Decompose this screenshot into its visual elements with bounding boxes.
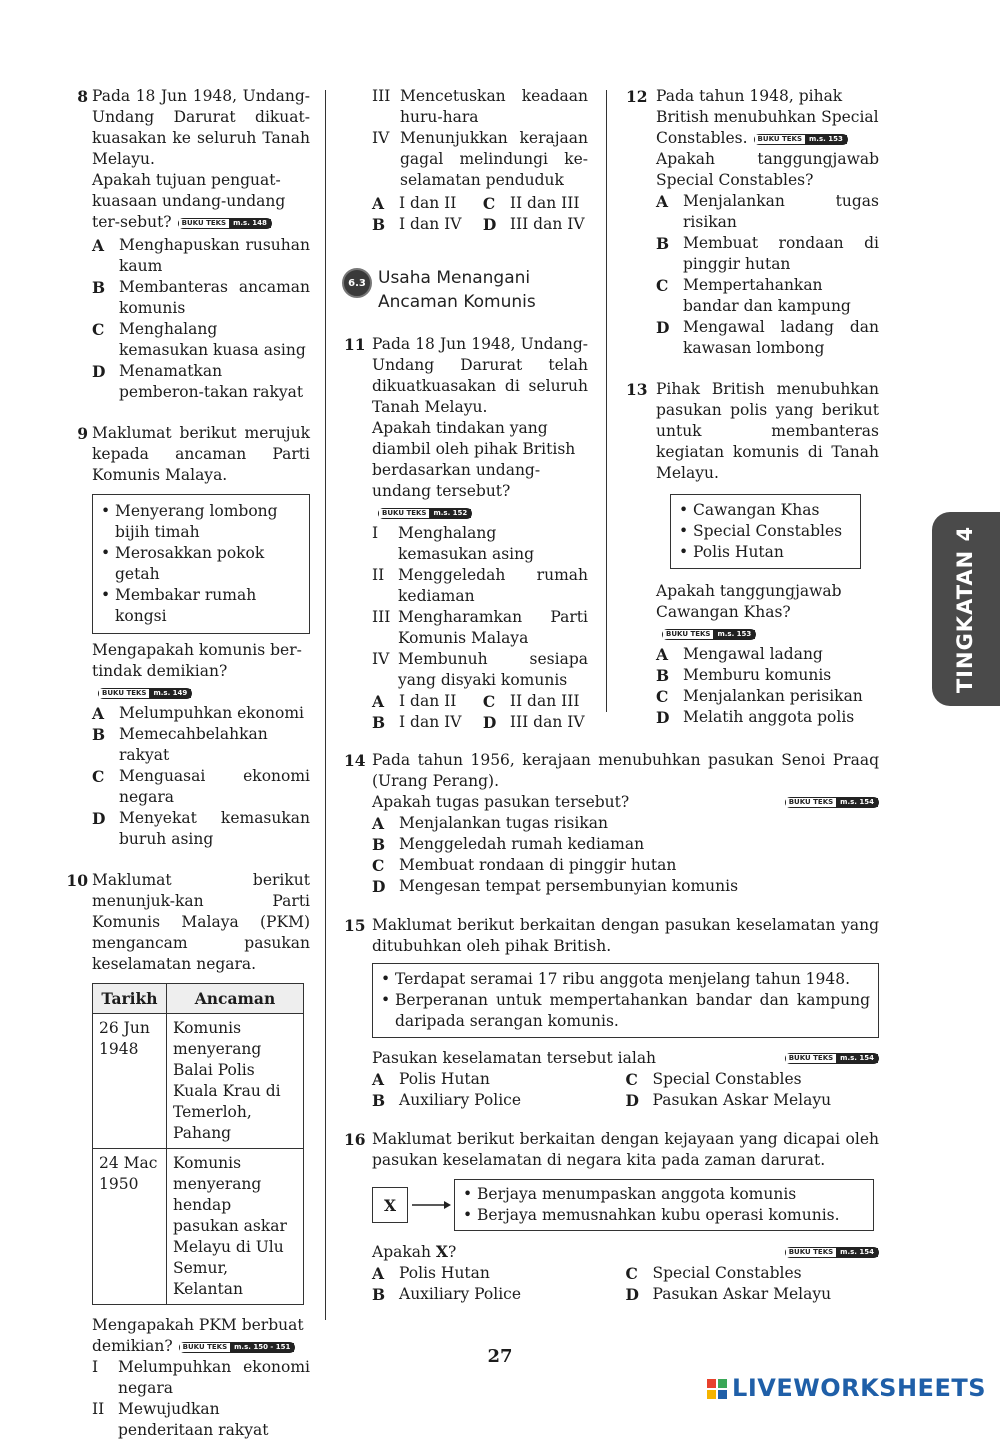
bullet-item: • Menyerang lombong bijih timah <box>101 502 278 541</box>
options <box>372 691 588 733</box>
options <box>372 193 588 235</box>
question-ask: Apakah tujuan penguat-kuasaan undang-undang ter-sebut? <box>92 171 286 231</box>
question-stem: Maklumat berikut berkaitan dengan kejayaan yang dicapai oleh pasukan keselamatan di negara kita pada zaman darurat. <box>372 1130 879 1169</box>
section-heading <box>342 266 536 314</box>
option-b[interactable]: B Membanteras ancaman komunis <box>92 278 310 317</box>
option-c[interactable]: C II dan III <box>482 692 580 711</box>
question-14 <box>344 750 879 897</box>
option-d[interactable]: D Pasukan Askar Melayu <box>625 1285 832 1304</box>
arrow-right-icon <box>410 1198 452 1212</box>
question-stem: Maklumat berikut merujuk kepada ancaman Parti Komunis Malaya. <box>92 424 310 484</box>
question-stem: Pada 18 Jun 1948, Undang-Undang Darurat telah dikuatkuasakan di seluruh Tanah Melayu. <box>372 335 588 416</box>
option-d[interactable]: D III dan IV <box>482 215 585 234</box>
column-header: Ancaman <box>167 984 304 1014</box>
bullet-item: • Merosakkan pokok getah <box>101 544 265 583</box>
statement-iii: III Mencetuskan keadaan huru-hara <box>372 87 588 126</box>
question-number: 12 <box>626 87 648 106</box>
question-number: 10 <box>66 871 88 890</box>
options <box>656 644 879 728</box>
question-15 <box>344 915 879 1111</box>
option-a[interactable]: A I dan II <box>372 692 457 711</box>
logo-square <box>707 1379 716 1388</box>
option-b[interactable]: B I dan IV <box>372 215 462 234</box>
question-stem: Pada tahun 1948, pihak British menubuhkan Special Constables. <box>656 87 879 147</box>
middle-column-q11 <box>344 334 588 733</box>
middle-column-top <box>372 86 588 235</box>
option-d[interactable]: D Pasukan Askar Melayu <box>625 1091 832 1110</box>
option-d[interactable]: D Menamatkan pemberon-takan rakyat <box>92 362 304 401</box>
option-d[interactable]: D Menyekat kemasukan buruh asing <box>92 809 310 848</box>
watermark-text: LIVEWORKSHEETS <box>732 1374 986 1402</box>
question-number: 14 <box>344 751 366 770</box>
logo-square <box>707 1390 716 1399</box>
left-column <box>64 86 310 1441</box>
question-number: 15 <box>344 916 366 935</box>
question-16 <box>344 1129 879 1305</box>
info-box <box>454 1179 874 1231</box>
question-number: 13 <box>626 380 648 399</box>
bullet-item: • Berperanan untuk mempertahankan bandar dan kampung daripada serangan komunis. <box>381 991 870 1030</box>
option-b[interactable]: B Auxiliary Police <box>372 1285 522 1304</box>
question-13 <box>626 379 879 728</box>
option-d[interactable]: D III dan IV <box>482 713 585 732</box>
info-box <box>92 494 310 634</box>
statement-i: I Melumpuhkan ekonomi negara <box>92 1358 310 1397</box>
logo-square <box>718 1390 727 1399</box>
option-b[interactable]: B Memecahbelahkan rakyat <box>92 725 268 764</box>
section-title: Usaha Menangani Ancaman Komunis <box>378 268 536 312</box>
info-box <box>372 963 879 1038</box>
column-divider-right <box>606 90 607 712</box>
textbook-badge: BUKU TEKS m.s. 153 <box>754 134 848 145</box>
question-ask: Apakah tanggungjawab Cawangan Khas? <box>656 582 842 621</box>
option-a[interactable]: A Menghapuskan rusuhan kaum <box>92 236 310 275</box>
options <box>372 1263 879 1305</box>
logo-square <box>718 1379 727 1388</box>
option-a[interactable]: A Polis Hutan <box>372 1264 490 1283</box>
question-ask: Apakah tugas pasukan tersebut? <box>372 793 630 811</box>
page-number: 27 <box>487 1346 513 1367</box>
question-number: 16 <box>344 1130 366 1149</box>
option-c[interactable]: C Menghalang kemasukan kuasa asing <box>92 320 306 359</box>
bullet-item: • Berjaya memusnahkan kubu operasi komunis. <box>463 1206 840 1224</box>
table-cell: Komunis menyerang hendap pasukan askar Melayu di Ulu Semur, Kelantan <box>167 1149 304 1305</box>
options <box>92 235 310 403</box>
textbook-badge: BUKU TEKS m.s. 154 <box>785 1053 879 1064</box>
question-ask: Apakah tanggungjawab Special Constables? <box>656 150 879 189</box>
textbook-badge: BUKU TEKS m.s. 153 <box>662 629 756 640</box>
question-number: 9 <box>77 424 88 443</box>
question-9 <box>64 423 310 850</box>
option-a[interactable]: A Polis Hutan <box>372 1070 490 1089</box>
textbook-badge: BUKU TEKS m.s. 148 <box>178 218 272 229</box>
option-d[interactable]: D Mengawal ladang dan kawasan lombong <box>656 318 879 357</box>
bullet-item: • Polis Hutan <box>679 543 784 561</box>
option-c[interactable]: C Menjalankan perisikan <box>656 687 863 706</box>
table-cell: 24 Mac 1950 <box>93 1149 167 1305</box>
threat-table <box>92 983 304 1305</box>
bullet-item: • Berjaya menumpaskan anggota komunis <box>463 1185 797 1203</box>
option-c[interactable]: C Special Constables <box>625 1264 802 1283</box>
side-tab: TINGKATAN 4 <box>932 512 1000 706</box>
table-row <box>93 1014 304 1149</box>
option-b[interactable]: B Auxiliary Police <box>372 1091 522 1110</box>
option-c[interactable]: C Mempertahankan bandar dan kampung <box>656 276 851 315</box>
question-8 <box>64 86 310 403</box>
table-header-row <box>93 984 304 1014</box>
question-stem: Pada tahun 1956, kerajaan menubuhkan pasukan Senoi Praaq (Urang Perang). <box>372 751 879 790</box>
table-cell: Komunis menyerang Balai Polis Kuala Krau di Temerloh, Pahang <box>167 1014 304 1149</box>
question-11 <box>344 334 588 733</box>
bullet-item: • Special Constables <box>679 522 843 540</box>
textbook-badge: BUKU TEKS m.s. 149 <box>98 688 192 699</box>
column-header: Tarikh <box>93 984 167 1014</box>
question-ask: Mengapakah komunis ber-tindak demikian? <box>92 641 302 680</box>
liveworksheets-logo <box>707 1374 986 1402</box>
textbook-badge: BUKU TEKS m.s. 150 - 151 <box>179 1342 296 1353</box>
bullet-item: • Membakar rumah kongsi <box>101 586 257 625</box>
statement-iv: IV Membunuh sesiapa yang disyaki komunis <box>372 650 588 689</box>
table-cell: 26 Jun 1948 <box>93 1014 167 1149</box>
column-divider-left <box>325 90 326 1320</box>
table-row <box>93 1149 304 1305</box>
textbook-badge: BUKU TEKS m.s. 154 <box>785 797 879 808</box>
statement-ii: II Menggeledah rumah kediaman <box>372 566 588 605</box>
question-ask: Apakah X? <box>372 1242 457 1261</box>
question-stem: Pihak British menubuhkan pasukan polis yang berikut untuk membanteras kegiatan komunis di Tanah Melayu. <box>656 380 879 482</box>
question-number: 8 <box>77 87 88 106</box>
statement-ii: II Mewujudkan penderitaan rakyat <box>92 1400 269 1439</box>
option-b[interactable]: B Memburu komunis <box>656 666 832 685</box>
bottom-area <box>344 750 879 1305</box>
question-ask: Pasukan keselamatan tersebut ialah <box>372 1049 657 1067</box>
option-a[interactable]: A Menjalankan tugas risikan <box>372 814 608 833</box>
option-c[interactable]: C Special Constables <box>625 1070 802 1089</box>
option-a[interactable]: A Melumpuhkan ekonomi <box>92 704 304 723</box>
bullet-item: • Cawangan Khas <box>679 501 820 519</box>
section-number-icon: 6.3 <box>342 268 372 298</box>
options <box>372 1069 879 1111</box>
option-b[interactable]: B Menggeledah rumah kediaman <box>372 835 645 854</box>
statement-i: I Menghalang kemasukan asing <box>372 524 535 563</box>
options <box>372 813 879 897</box>
question-ask: Mengapakah PKM berbuat demikian? <box>92 1316 304 1355</box>
option-c[interactable]: C Membuat rondaan di pinggir hutan <box>372 856 677 875</box>
option-c[interactable]: C II dan III <box>482 194 580 213</box>
question-12 <box>626 86 879 359</box>
options <box>92 703 310 850</box>
textbook-badge: BUKU TEKS m.s. 152 <box>378 508 472 519</box>
option-a[interactable]: A Mengawal ladang <box>656 645 823 664</box>
right-column <box>626 86 879 728</box>
option-b[interactable]: B Membuat rondaan di pinggir hutan <box>656 234 879 273</box>
x-box: X <box>372 1187 408 1223</box>
question-stem: Maklumat berikut berkaitan dengan pasukan keselamatan yang ditubuhkan oleh pihak British. <box>372 916 879 955</box>
option-a[interactable]: A Menjalankan tugas risikan <box>656 192 879 231</box>
options <box>656 191 879 359</box>
option-a[interactable]: A I dan II <box>372 194 457 213</box>
question-stem: Maklumat berikut menunjuk-kan Parti Komunis Malaya (PKM) mengancam pasukan keselamatan negara. <box>92 871 310 973</box>
textbook-badge: BUKU TEKS m.s. 154 <box>785 1247 879 1258</box>
question-number: 11 <box>344 335 366 354</box>
x-diagram <box>372 1179 879 1231</box>
option-d[interactable]: D Mengesan tempat persembunyian komunis <box>372 877 739 896</box>
question-ask: Apakah tindakan yang diambil oleh pihak British berdasarkan undang-undang tersebut? <box>372 419 576 500</box>
option-d[interactable]: D Melatih anggota polis <box>656 708 855 727</box>
option-c[interactable]: C Menguasai ekonomi negara <box>92 767 310 806</box>
statement-iv: IV Menunjukkan kerajaan gagal melindungi ke-selamatan penduduk <box>372 129 588 189</box>
logo-squares-icon <box>707 1379 727 1399</box>
info-box <box>670 494 861 569</box>
statement-iii: III Mengharamkan Parti Komunis Malaya <box>372 608 588 647</box>
question-stem: Pada 18 Jun 1948, Undang-Undang Darurat dikuat-kuasakan ke seluruh Tanah Melayu. <box>92 87 310 168</box>
option-b[interactable]: B I dan IV <box>372 713 462 732</box>
bullet-item: • Terdapat seramai 17 ribu anggota menjelang tahun 1948. <box>381 970 851 988</box>
